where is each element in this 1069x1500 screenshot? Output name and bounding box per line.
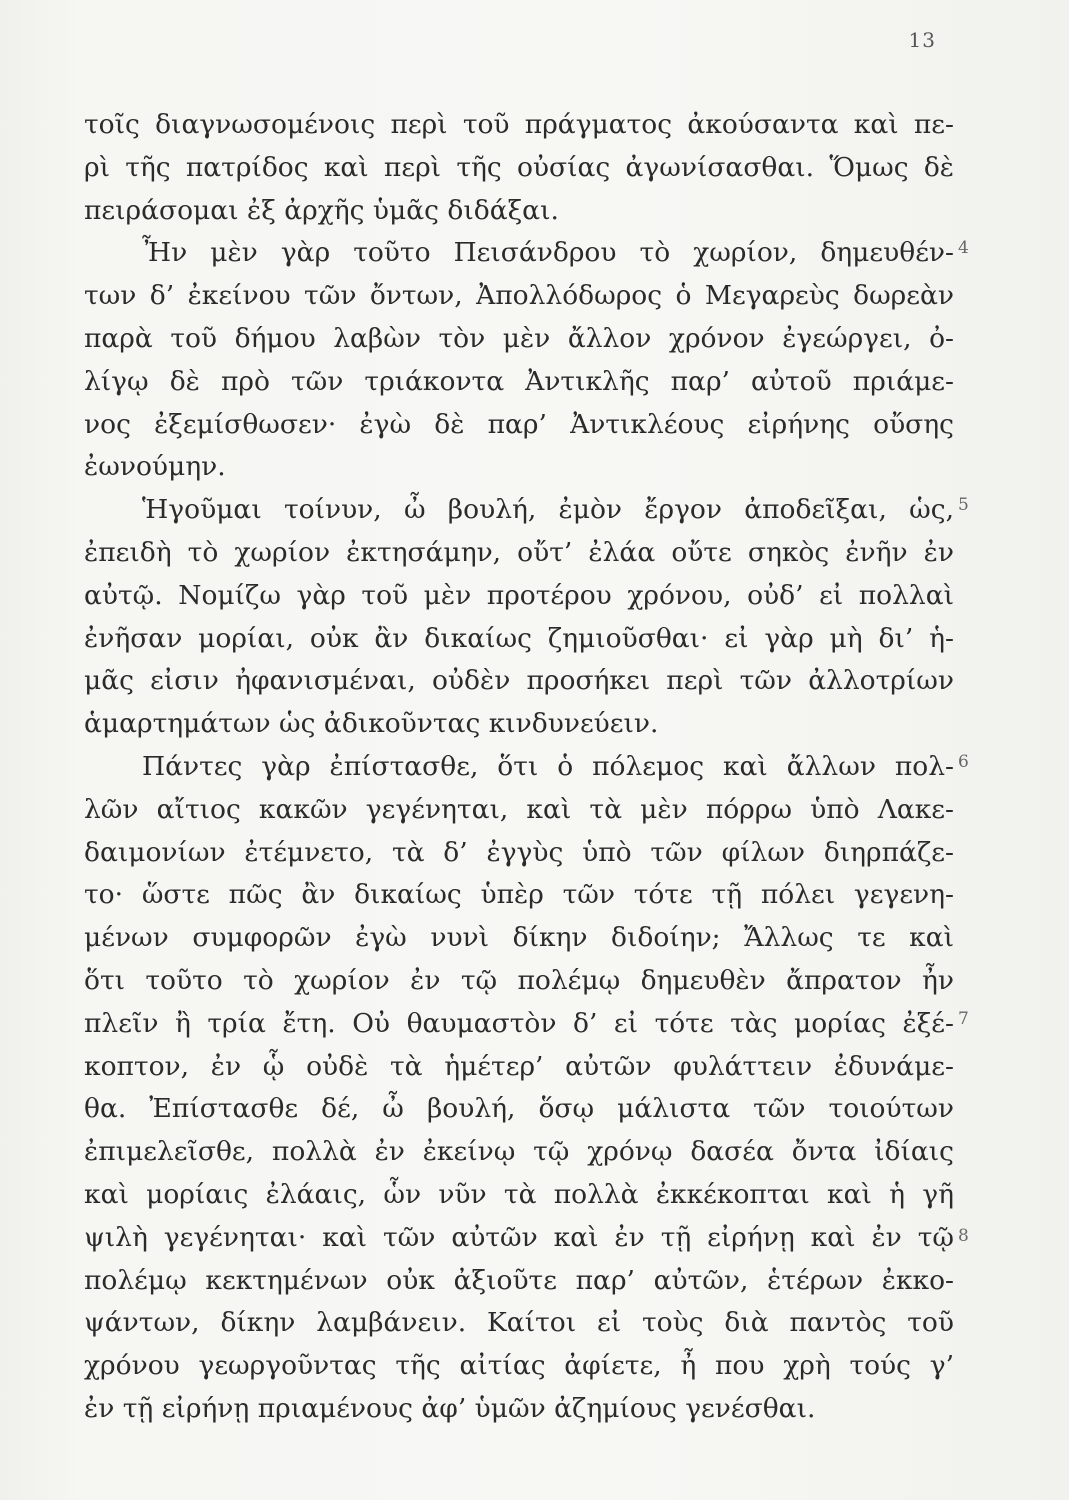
text-line: ἁμαρτημάτων ὡς ἀδικοῦντας κινδυνεύειν. (84, 708, 659, 740)
text-line: ἐπιμελεῖσθε, πολλὰ ἐν ἐκείνῳ τῷ χρόνῳ δασέα ὄντα ἰδίαις (84, 1136, 954, 1168)
text-line: δαιμονίων ἐτέμνετο, τὰ δ’ ἐγγὺς ὑπὸ τῶν φίλων διηρπάζε- (84, 836, 954, 868)
section-number: 7 (958, 1009, 969, 1029)
body-text (84, 104, 954, 1431)
text-line: πλεῖν ἢ τρία ἔτη. Οὐ θαυμαστὸν δ’ εἰ τότε τὰς μορίας ἐξέ- (84, 1007, 954, 1039)
text-line: πολέμῳ κεκτημένων οὐκ ἀξιοῦτε παρ’ αὐτῶν, ἑτέρων ἐκκο- (84, 1264, 954, 1296)
text-line: Ἡγοῦμαι τοίνυν, ὦ βουλή, ἐμὸν ἔργον ἀποδεῖξαι, ὡς, (142, 494, 954, 526)
text-line: πειράσομαι ἐξ ἀρχῆς ὑμᾶς διδάξαι. (84, 194, 559, 226)
text-line: κοπτον, ἐν ᾧ οὐδὲ τὰ ἡμέτερ’ αὐτῶν φυλάττειν ἐδυνάμε- (84, 1050, 954, 1082)
text-line: Ἦν μὲν γὰρ τοῦτο Πεισάνδρου τὸ χωρίον, δημευθέν- (142, 237, 954, 269)
text-line: νος ἐξεμίσθωσεν· ἐγὼ δὲ παρ’ Ἀντικλέους εἰρήνης οὔσης (84, 408, 954, 440)
section-number: 4 (958, 238, 969, 258)
text-line: αὐτῷ. Νομίζω γὰρ τοῦ μὲν προτέρου χρόνου, οὐδ’ εἰ πολλαὶ (84, 579, 954, 611)
text-line: των δ’ ἐκείνου τῶν ὄντων, Ἀπολλόδωρος ὁ Μεγαρεὺς δωρεὰν (84, 280, 954, 312)
text-line: Πάντες γὰρ ἐπίστασθε, ὅτι ὁ πόλεμος καὶ ἄλλων πολ- (142, 750, 954, 782)
text-line: το· ὥστε πῶς ἂν δικαίως ὑπὲρ τῶν τότε τῇ πόλει γεγενη- (84, 879, 954, 911)
section-number: 5 (958, 495, 969, 515)
text-line: καὶ μορίαις ἐλάαις, ὧν νῦν τὰ πολλὰ ἐκκέκοπται καὶ ἡ γῆ (84, 1178, 954, 1210)
text-line: παρὰ τοῦ δήμου λαβὼν τὸν μὲν ἄλλον χρόνον ἐγεώργει, ὀ- (84, 322, 954, 354)
text-line: μένων συμφορῶν ἐγὼ νυνὶ δίκην διδοίην; Ἄλλως τε καὶ (84, 922, 954, 954)
section-number: 6 (958, 752, 969, 772)
text-line: θα. Ἐπίστασθε δέ, ὦ βουλή, ὅσῳ μάλιστα τῶν τοιούτων (84, 1093, 954, 1125)
text-line: μᾶς εἰσιν ἠφανισμέναι, οὐδὲν προσήκει περὶ τῶν ἀλλοτρίων (84, 665, 954, 697)
text-line: λῶν αἴτιος κακῶν γεγένηται, καὶ τὰ μὲν πόρρω ὑπὸ Λακε- (84, 793, 954, 825)
text-line: ρὶ τῆς πατρίδος καὶ περὶ τῆς οὐσίας ἀγωνίσασθαι. Ὅμως δὲ (84, 151, 954, 183)
text-line: ἐν τῇ εἰρήνῃ πριαμένους ἀφ’ ὑμῶν ἀζημίους γενέσθαι. (84, 1392, 816, 1424)
text-line: ἐπειδὴ τὸ χωρίον ἐκτησάμην, οὔτ’ ἐλάα οὔτε σηκὸς ἐνῆν ἐν (84, 536, 954, 568)
text-line: ἐωνούμην. (84, 451, 226, 483)
text-line: ψιλὴ γεγένηται· καὶ τῶν αὐτῶν καὶ ἐν τῇ εἰρήνῃ καὶ ἐν τῷ (84, 1221, 954, 1253)
text-line: τοῖς διαγνωσομένοις περὶ τοῦ πράγματος ἀκούσαντα καὶ πε- (84, 109, 954, 140)
text-line: λίγῳ δὲ πρὸ τῶν τριάκοντα Ἀντικλῆς παρ’ αὐτοῦ πριάμε- (84, 365, 954, 397)
text-line: χρόνου γεωργοῦντας τῆς αἰτίας ἀφίετε, ἦ που χρὴ τούς γ’ (84, 1350, 954, 1382)
page-number: 13 (908, 28, 936, 52)
text-line: ὅτι τοῦτο τὸ χωρίον ἐν τῷ πολέμῳ δημευθὲν ἄπρατον ἦν (84, 964, 954, 996)
text-line: ἐνῆσαν μορίαι, οὐκ ἂν δικαίως ζημιοῦσθαι· εἰ γὰρ μὴ δι’ ἡ- (84, 622, 954, 654)
text-line: ψάντων, δίκην λαμβάνειν. Καίτοι εἰ τοὺς διὰ παντὸς τοῦ (84, 1307, 954, 1339)
section-number: 8 (958, 1226, 969, 1246)
